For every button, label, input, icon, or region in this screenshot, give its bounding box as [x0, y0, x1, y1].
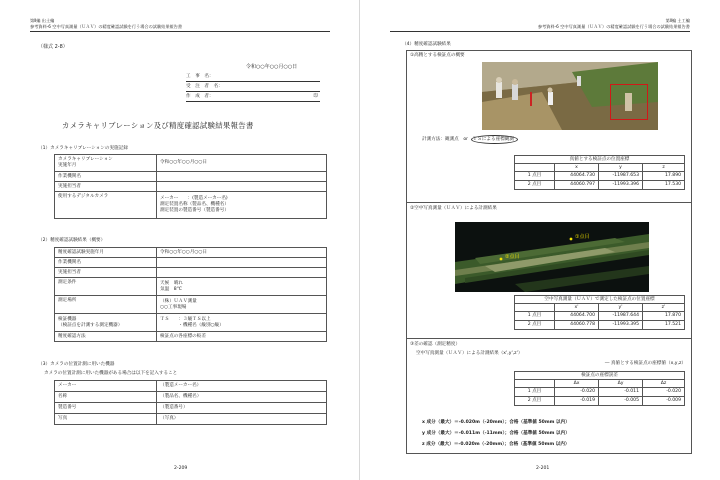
cell-key: 測定条件 — [55, 278, 157, 296]
col-header: y — [599, 164, 643, 172]
row-label: 2 点目 — [515, 181, 555, 190]
row-label: 1 点目 — [515, 312, 555, 321]
table-row — [55, 192, 327, 219]
cell-x: 44064.700 — [555, 312, 599, 321]
divider — [406, 338, 692, 339]
point2-label: ②点目 — [505, 254, 520, 260]
company-label: 工 事 名： — [186, 74, 214, 79]
subsection-3-text2: ― 真値とする検証点の座標値（x,y,z） — [604, 361, 686, 366]
col-header — [515, 164, 555, 172]
result-x: x 成分（最大）＝-0.020m（-20mm）；合格（基準値 50mm 以内） — [422, 420, 570, 425]
cell-y: -11987.653 — [599, 172, 643, 181]
left-header-rule — [30, 31, 330, 32]
table-title: 検証点の座標誤差 — [515, 372, 685, 380]
result-z: z 成分（最大）＝-0.020m（-20mm）；合格（基準値 50mm 以内） — [422, 442, 570, 447]
cell-key: 写真 — [55, 414, 157, 425]
author-field — [186, 94, 320, 102]
cell-dx: -0.019 — [555, 397, 599, 406]
subsection-3-text: 空中写真測量（ＵＡＶ）による計測結果（x',y',z'） — [416, 351, 523, 356]
table-row — [55, 278, 327, 296]
col-header — [515, 380, 555, 388]
table-row — [55, 258, 327, 268]
col-header: x — [555, 164, 599, 172]
cell-z: 17.870 — [643, 312, 685, 321]
calc-method: 計測方法：観測点 or ＴＳによる座標観測 — [422, 137, 514, 142]
table-header-row — [515, 380, 685, 388]
verification-point-photo — [482, 62, 658, 130]
form-label: （様式 2-8） — [38, 44, 68, 50]
cell-value — [157, 268, 327, 278]
cell-value: （製品名、機種名） — [157, 392, 327, 403]
coordinate-error-table — [514, 371, 685, 406]
subsection-2: ②空中写真測量（ＵＡＶ）による計測結果 — [410, 206, 497, 211]
table-row — [55, 248, 327, 258]
cell-key: メーカー — [55, 381, 157, 392]
right-header-line2: 参考資料-6 空中写真測量（ＵＡＶ）の精度確認試験を行う場合の試験結果報告書 — [537, 24, 690, 29]
col-header — [515, 304, 555, 312]
cell-key: 名称 — [55, 392, 157, 403]
subsection-1: ①高精とする検証点の概要 — [410, 53, 465, 58]
table-header-row — [515, 304, 685, 312]
cell-key: 実施担当者 — [55, 268, 157, 278]
col-header: y' — [599, 304, 643, 312]
cell-value: 天候 晴れ 気温 8℃ — [157, 278, 327, 296]
seal-mark: 印 — [313, 94, 318, 99]
table-row — [515, 388, 685, 397]
table-title: 空中写真測量（ＵＡＶ）で測定した検証点の位置座標 — [515, 296, 685, 304]
cell-value: 検証点の各座標の較差 — [157, 332, 327, 342]
cell-value: ＴＳ ：３級ＴＳ以上 ・機種名（級別○級） — [157, 314, 327, 332]
col-header: x' — [555, 304, 599, 312]
sec3-heading: （3）カメラの位置計測に用いた機器 — [38, 362, 115, 367]
uav-coordinates-table — [514, 295, 685, 330]
sec2-heading: （2）精度確認試験結果（概要） — [38, 238, 106, 243]
divider — [406, 202, 692, 203]
table-row — [55, 403, 327, 414]
cell-key: 精度確認方法 — [55, 332, 157, 342]
cell-key: カメラキャリブレーション 実施年月 — [55, 155, 157, 172]
right-page-number: 2-201 — [536, 466, 550, 471]
table-header-row — [515, 164, 685, 172]
contractor-field — [186, 84, 320, 92]
positioning-equipment-table — [54, 380, 327, 425]
table-row — [515, 181, 685, 190]
calibration-table — [54, 154, 327, 219]
cell-x: 44060.778 — [555, 321, 599, 330]
cell-x: 44064.730 — [555, 172, 599, 181]
table-row — [55, 381, 327, 392]
cell-value: （製造メーカー名） — [157, 381, 327, 392]
true-coordinates-table — [514, 155, 685, 190]
right-page — [360, 0, 720, 480]
col-header: z' — [643, 304, 685, 312]
col-header: Δy — [599, 380, 643, 388]
contractor-label: 受 注 者 名： — [186, 84, 223, 89]
table-row — [55, 296, 327, 314]
cell-dz: -0.020 — [643, 388, 685, 397]
cell-z: 17.521 — [643, 321, 685, 330]
col-header: z — [643, 164, 685, 172]
cell-value: 令和○○年○○月○○日 — [157, 248, 327, 258]
table-row — [55, 172, 327, 182]
highlight-box — [610, 84, 648, 120]
row-label: 1 点目 — [515, 172, 555, 181]
table-row — [55, 314, 327, 332]
cell-value: メーカー ：(製造メーカー名) 測定装置名称（製品名、機種名） 測定装置の製造番号（製造番号） — [157, 192, 327, 219]
cell-value — [157, 182, 327, 192]
cell-y: -11987.644 — [599, 312, 643, 321]
subsection-3: ③差の確認（測定精度） — [410, 342, 461, 347]
row-label: 2 点目 — [515, 321, 555, 330]
cell-y: -11993.396 — [599, 181, 643, 190]
cell-y: -11993.395 — [599, 321, 643, 330]
cell-key: 検証機器 （検証点を計測する測定機器） — [55, 314, 157, 332]
cell-key: 作業機関名 — [55, 172, 157, 182]
results-heading: （4）精度確認試験結果 — [402, 42, 451, 47]
table-row — [55, 332, 327, 342]
table-row — [55, 268, 327, 278]
table-row — [55, 414, 327, 425]
table-row — [515, 172, 685, 181]
cell-value: （製造番号） — [157, 403, 327, 414]
cell-key: 精度確認試験実施年月 — [55, 248, 157, 258]
cell-value: （株）ＵＡＶ測量 ○○工事現場 — [157, 296, 327, 314]
cell-value: 令和○○年○○月○○日 — [157, 155, 327, 172]
sec1-heading: （1）カメラキャリブレーションの実施記録 — [38, 146, 128, 151]
right-header-rule — [390, 31, 690, 32]
worker-figure — [625, 93, 632, 111]
cell-x: 44060.797 — [555, 181, 599, 190]
report-date: 令和○○年○○月○○日 — [246, 64, 298, 70]
cell-key: 作業機関名 — [55, 258, 157, 268]
right-header-line1: 第Ⅱ編 土工編 — [665, 18, 690, 23]
circled-option — [471, 135, 518, 144]
report-title: カメラキャリブレーション及び精度確認試験結果報告書 — [62, 121, 254, 130]
table-row — [515, 397, 685, 406]
cell-z: 17.890 — [643, 172, 685, 181]
col-header: Δz — [643, 380, 685, 388]
left-page-number: 2-209 — [174, 466, 188, 471]
result-y: y 成分（最大）＝-0.011m（-11mm）；合格（基準値 50mm 以内） — [422, 431, 570, 436]
cell-key: 測定場所 — [55, 296, 157, 314]
col-header: Δx — [555, 380, 599, 388]
cell-key: 実施担当者 — [55, 182, 157, 192]
accuracy-summary-table — [54, 247, 327, 342]
row-label: 2 点目 — [515, 397, 555, 406]
cell-dy: -0.011 — [599, 388, 643, 397]
table-row — [515, 312, 685, 321]
table-title: 真値とする検証点の位置座標 — [515, 156, 685, 164]
cell-value — [157, 172, 327, 182]
left-header-line1: 第Ⅱ編 出土編 — [30, 18, 55, 23]
left-header-line2: 参考資料-6 空中写真測量（ＵＡＶ）の精度確認試験を行う場合の試験結果報告書 — [30, 24, 183, 29]
table-row — [515, 321, 685, 330]
author-label: 作 成 者： — [186, 94, 214, 99]
row-label: 1 点目 — [515, 388, 555, 397]
table-row — [55, 392, 327, 403]
cell-dx: -0.020 — [555, 388, 599, 397]
cell-key: 製造番号 — [55, 403, 157, 414]
cell-dy: -0.005 — [599, 397, 643, 406]
table-row — [55, 182, 327, 192]
point1-label: ①点目 — [575, 234, 590, 240]
aerial-image-illustration — [455, 222, 649, 292]
sec3-note: カメラの位置計測に用いた機器がある場合は以下を記入すること — [44, 371, 178, 376]
table-row — [55, 155, 327, 172]
company-field — [186, 74, 320, 82]
cell-value — [157, 258, 327, 268]
cell-z: 17.530 — [643, 181, 685, 190]
cell-key: 使用するデジタルカメラ — [55, 192, 157, 219]
cell-value: （写真） — [157, 414, 327, 425]
aerial-survey-image — [455, 222, 649, 292]
cell-dz: -0.009 — [643, 397, 685, 406]
